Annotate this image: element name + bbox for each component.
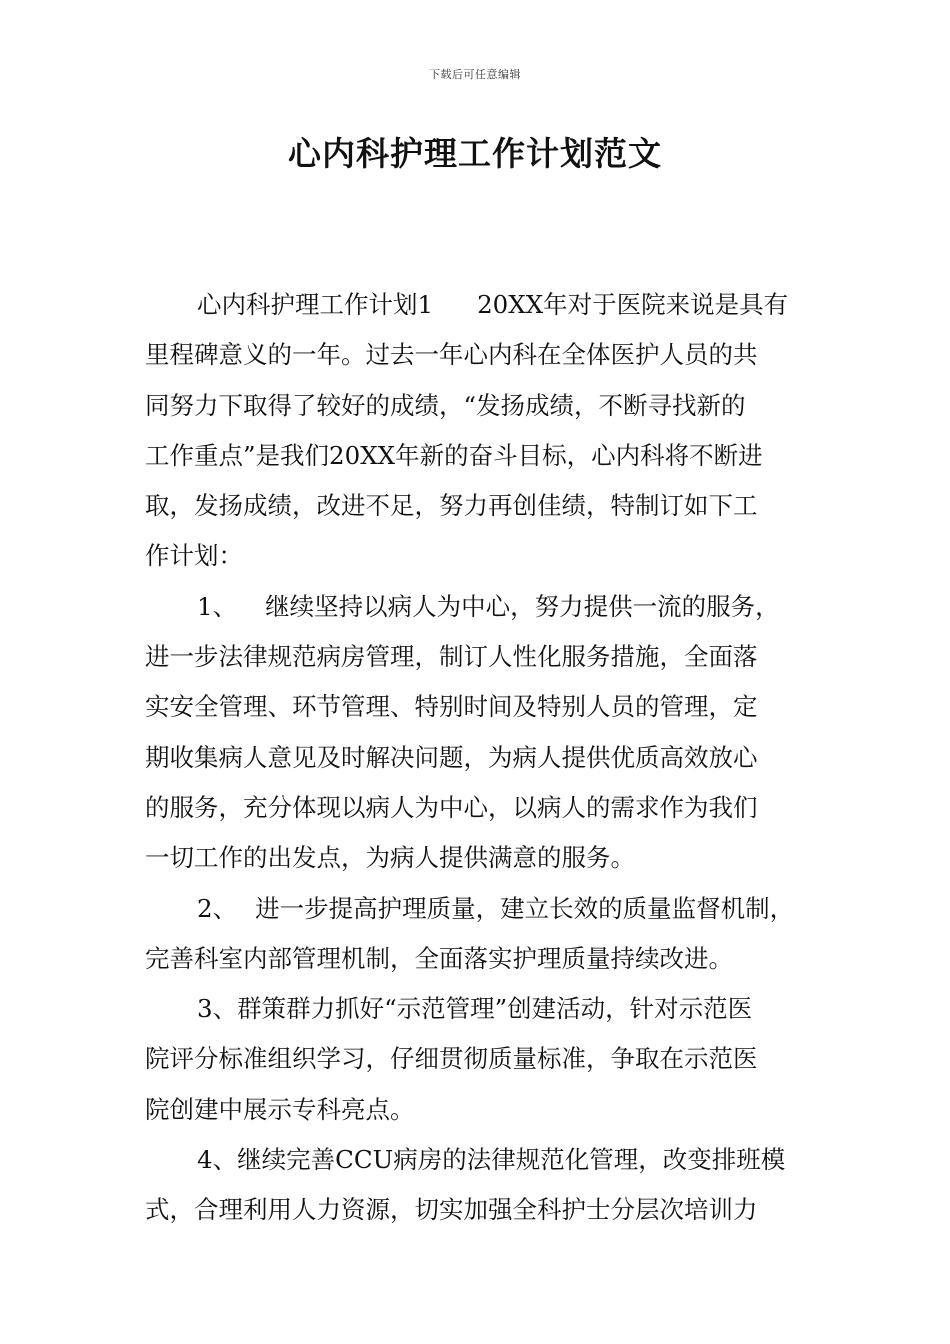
header-note: 下载后可任意编辑 [429,68,521,81]
paragraph-line: 工作重点”是我们20XX年新的奋斗目标，心内科将不断进 [145,440,763,470]
paragraph-line: 的服务，充分体现以病人为中心，以病人的需求作为我们 [145,792,758,822]
list-number: 2、 [197,893,238,923]
text-span: 进一步提高护理质量，建立长效的质量监督机制， [255,893,795,923]
paragraph-line: 一切工作的出发点，为病人提供满意的服务。 [145,843,635,873]
paragraph-line: 院评分标准组织学习，仔细贯彻质量标准，争取在示范医 [145,1044,758,1074]
section-heading: 心内科护理工作计划1 [197,290,434,319]
paragraph-line [145,884,810,934]
paragraph-line [145,582,810,632]
paragraph-line: 3、群策群力抓好“示范管理”创建活动，针对示范医 [197,994,753,1024]
paragraph-line: 4、继续完善CCU病房的法律规范化管理，改变排班模 [197,1145,786,1175]
paragraph-line: 进一步法律规范病房管理，制订人性化服务措施，全面落 [145,642,758,672]
paragraph-line: 期收集病人意见及时解决问题，为病人提供优质高效放心 [145,742,758,772]
paragraph-line: 院创建中展示专科亮点。 [145,1094,415,1124]
paragraph-line: 完善科室内部管理机制，全面落实护理质量持续改进。 [145,943,733,973]
text-span: 继续坚持以病人为中心，努力提供一流的服务， [265,591,780,621]
list-number: 1、 [197,591,238,621]
paragraph-line: 作计划： [145,541,243,571]
paragraph-line: 实安全管理、环节管理、特别时间及特别人员的管理，定 [145,692,758,722]
document-body [145,280,810,1236]
paragraph-line: 同努力下取得了较好的成绩，“发扬成绩，不断寻找新的 [145,390,746,420]
paragraph-line: 式，合理利用人力资源，切实加强全科护士分层次培训力 [145,1195,758,1225]
paragraph-line [145,280,810,330]
paragraph-line: 里程碑意义的一年。过去一年心内科在全体医护人员的共 [145,340,758,370]
text-span: 20XX年对于医院来说是具有 [477,290,789,319]
document-title: 心内科护理工作计划范文 [288,134,662,173]
paragraph-line: 取，发扬成绩，改进不足，努力再创佳绩，特制订如下工 [145,491,758,521]
